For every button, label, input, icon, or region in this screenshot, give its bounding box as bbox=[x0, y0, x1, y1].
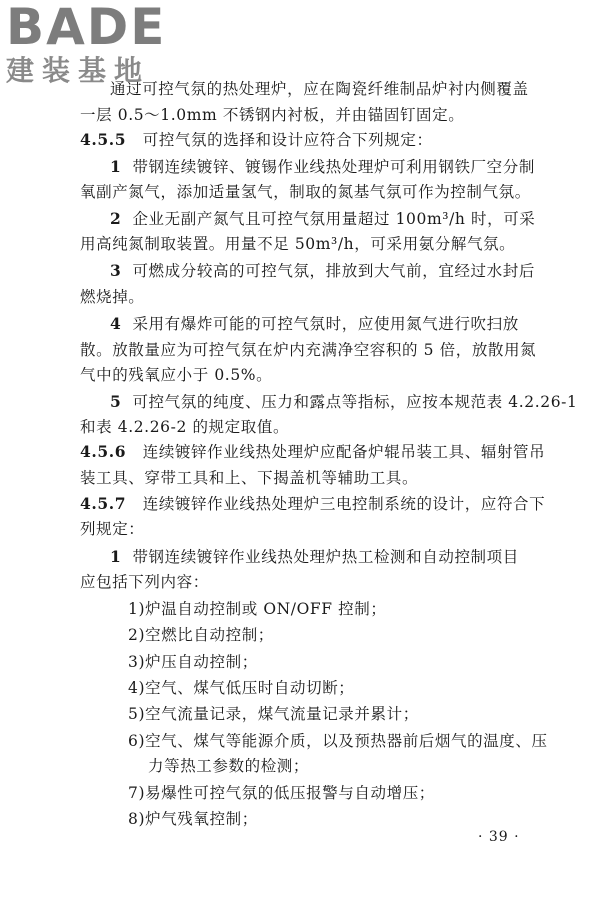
clause-number: 4.5.5 bbox=[80, 130, 127, 149]
item-2: 2 企业无副产氮气且可控气氛用量超过 100m³/h 时，可采 bbox=[110, 209, 536, 228]
item-number: 1 bbox=[110, 157, 122, 176]
text-line: 用高纯氮制取装置。用量不足 50m³/h，可采用氨分解气氛。 bbox=[80, 235, 516, 253]
text-line: 燃烧掉。 bbox=[80, 288, 145, 306]
list-item: 8)炉气残氧控制； bbox=[128, 810, 258, 828]
logo-subtitle: 建装基地 bbox=[6, 54, 151, 87]
bade-logo bbox=[6, 2, 176, 92]
text-line: 和表 4.2.26-2 的规定取值。 bbox=[80, 418, 290, 436]
text-line: 装工具、穿带工具和上、下揭盖机等辅助工具。 bbox=[80, 469, 419, 487]
list-item: 3)炉压自动控制； bbox=[128, 653, 258, 671]
item-1: 1 带钢连续镀锌、镀锡作业线热处理炉可利用钢铁厂空分制 bbox=[110, 157, 535, 176]
list-item: 5)空气流量记录，煤气流量记录并累计； bbox=[128, 705, 419, 723]
clause-4-5-6: 4.5.6 连续镀锌作业线热处理炉应配备炉辊吊装工具、辐射管吊 bbox=[80, 442, 546, 461]
text-line: 氧副产氮气，添加适量氢气，制取的氮基气氛可作为控制气氛。 bbox=[80, 183, 531, 201]
item-5: 5 可控气氛的纯度、压力和露点等指标，应按本规范表 4.2.26-1 bbox=[110, 392, 578, 411]
clause-number: 4.5.6 bbox=[80, 442, 127, 461]
item-number: 4 bbox=[110, 314, 122, 333]
item-number: 3 bbox=[110, 261, 122, 280]
page-number: · 39 · bbox=[478, 829, 520, 845]
text-line: 一层 0.5～1.0mm 不锈钢内衬板，并由锚固钉固定。 bbox=[80, 106, 465, 124]
logo-wordmark: BADE bbox=[6, 0, 167, 56]
text-line: 气中的残氧应小于 0.5%。 bbox=[80, 366, 273, 384]
text-line: 力等热工参数的检测； bbox=[148, 757, 310, 775]
list-item: 2)空燃比自动控制； bbox=[128, 626, 274, 644]
clause-number: 4.5.7 bbox=[80, 494, 127, 513]
item-1: 1 带钢连续镀锌作业线热处理炉热工检测和自动控制项目 bbox=[110, 547, 519, 566]
clause-4-5-5: 4.5.5 可控气氛的选择和设计应符合下列规定： bbox=[80, 130, 433, 149]
item-4: 4 采用有爆炸可能的可控气氛时，应使用氮气进行吹扫放 bbox=[110, 314, 519, 333]
text-line: 散。放散量应为可控气氛在炉内充满净空容积的 5 倍，放散用氮 bbox=[80, 341, 537, 359]
clause-4-5-7: 4.5.7 连续镀锌作业线热处理炉三电控制系统的设计，应符合下 bbox=[80, 494, 546, 513]
item-number: 2 bbox=[110, 209, 122, 228]
text-line: 应包括下列内容： bbox=[80, 573, 209, 591]
item-3: 3 可燃成分较高的可控气氛，排放到大气前，宜经过水封后 bbox=[110, 261, 535, 280]
list-item: 1)炉温自动控制或 ON/OFF 控制； bbox=[128, 600, 387, 618]
item-number: 5 bbox=[110, 392, 122, 411]
list-item: 7)易爆性可控气氛的低压报警与自动增压； bbox=[128, 784, 435, 802]
text-line: 列规定： bbox=[80, 520, 145, 538]
list-item: 6)空气、煤气等能源介质，以及预热器前后烟气的温度、压 bbox=[128, 732, 548, 750]
text-line: 通过可控气氛的热处理炉，应在陶瓷纤维制品炉衬内侧覆盖 bbox=[110, 80, 529, 98]
item-number: 1 bbox=[110, 547, 122, 566]
list-item: 4)空气、煤气低压时自动切断； bbox=[128, 679, 355, 697]
